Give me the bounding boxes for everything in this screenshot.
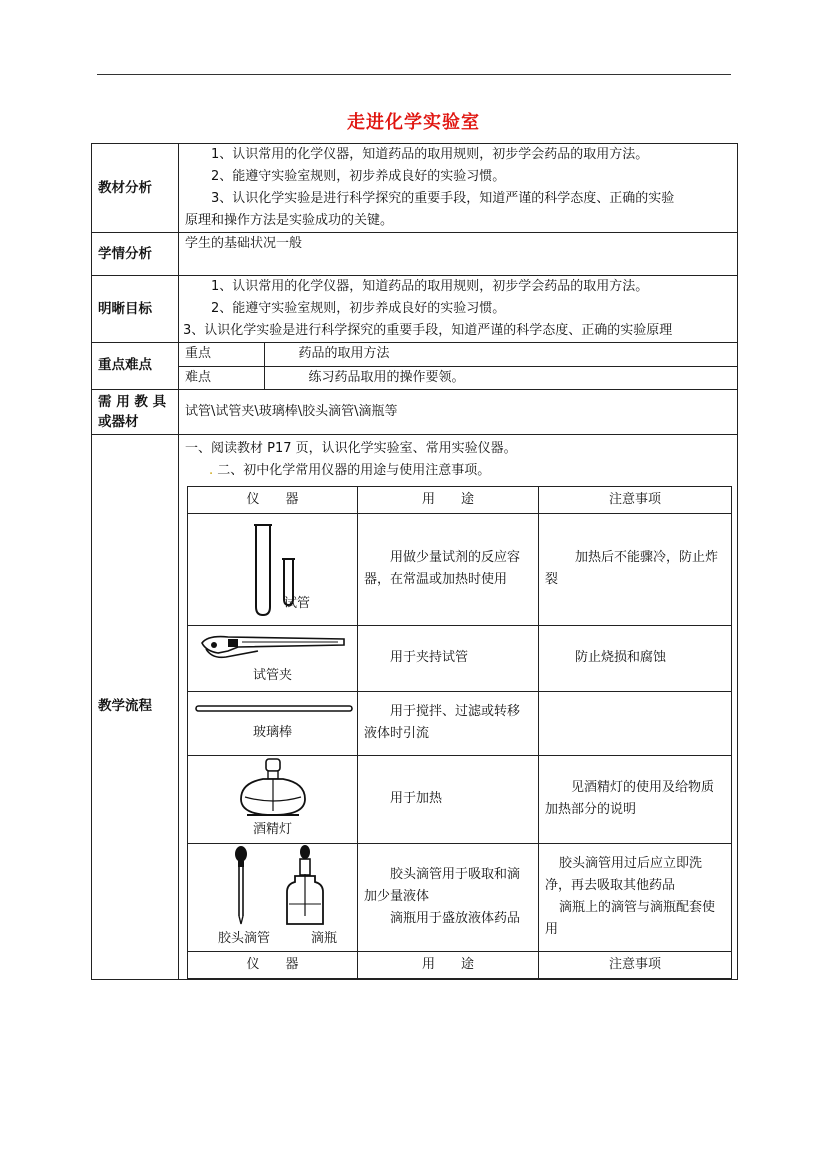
instrument-name: 酒精灯	[252, 822, 292, 837]
text-line: 3、认识化学实验是进行科学探究的重要手段，知道严谨的科学态度、正确的实验原理	[183, 323, 673, 338]
key-label: 重点	[179, 343, 264, 366]
difficulty-text: 练习药品取用的操作要领。	[264, 366, 737, 389]
instrument-note: 胶头滴管用过后应立即洗净，再去吸取其他药品	[545, 856, 703, 893]
text-line: 3、认识化学实验是进行科学探究的重要手段，知道严谨的科学态度、正确的实验	[211, 191, 675, 206]
instrument-use: 用做少量试剂的反应容器，在常温或加热时使用	[358, 513, 539, 625]
column-header: 注意事项	[539, 486, 732, 513]
text-line: 1、认识常用的化学仪器，知道药品的取用规则，初步学会药品的取用方法。	[211, 279, 649, 294]
row-label: 学情分析	[92, 233, 179, 276]
row-label: 教学流程	[92, 434, 179, 979]
page-title: 走进化学实验室	[347, 112, 480, 133]
process-intro-2: 二、初中化学常用仪器的用途与使用注意事项。	[217, 462, 491, 478]
column-footer: 注意事项	[539, 951, 732, 978]
glass-rod-icon	[194, 702, 354, 716]
column-footer: 用 途	[358, 951, 539, 978]
lesson-plan-table	[91, 143, 737, 974]
text-line: 原理和操作方法是实验成功的关键。	[185, 213, 394, 228]
row-student-analysis	[92, 233, 738, 276]
test-tube-clamp-icon	[198, 629, 348, 665]
column-footer: 仪 器	[188, 951, 358, 978]
text-line: 1、认识常用的化学仪器，知道药品的取用规则，初步学会药品的取用方法。	[211, 147, 649, 162]
row-materials	[92, 389, 738, 434]
instrument-use-2: 滴瓶用于盛放液体药品	[390, 911, 521, 926]
row-label: 明晰目标	[92, 276, 179, 343]
student-text: 学生的基础状况一般	[185, 236, 303, 251]
instrument-note: 见酒精灯的使用及给物质加热部分的说明	[539, 755, 732, 843]
instrument-use: 用于加热	[358, 755, 539, 843]
table-row	[188, 691, 732, 755]
key-text: 药品的取用方法	[264, 343, 737, 366]
row-label: 重点难点	[92, 343, 179, 390]
test-tube-icon	[218, 519, 328, 619]
process-intro-1: 一、阅读教材 P17 页，认识化学实验室、常用实验仪器。	[185, 440, 517, 456]
instrument-use: 用于夹持试管	[358, 625, 539, 691]
header-rule	[97, 74, 731, 75]
instrument-name: 玻璃棒	[252, 725, 292, 740]
instrument-note	[539, 691, 732, 755]
instrument-name: 胶头滴管	[218, 931, 271, 946]
table-row	[188, 843, 732, 951]
materials-text: 试管\试管夹\玻璃棒\胶头滴管\滴瓶等	[185, 403, 398, 419]
instrument-name: 试管	[284, 595, 311, 611]
row-label: 教材分析	[92, 144, 179, 233]
instrument-note: 防止烧损和腐蚀	[539, 625, 732, 691]
table-row	[188, 513, 732, 625]
instrument-use: 胶头滴管用于吸取和滴加少量液体	[364, 867, 521, 904]
instrument-name: 试管夹	[252, 668, 292, 683]
text-line: 2、能遵守实验室规则，初步养成良好的实验习惯。	[211, 301, 506, 316]
instrument-table	[187, 486, 732, 979]
table-row	[188, 625, 732, 691]
column-header: 用 途	[358, 486, 539, 513]
row-label-2: 或器材	[98, 413, 139, 430]
difficulty-label: 难点	[179, 366, 264, 389]
instrument-name-2: 滴瓶	[310, 931, 337, 946]
instrument-use: 用于搅拌、过滤或转移液体时引流	[358, 691, 539, 755]
row-teaching-process	[92, 434, 738, 979]
row-objectives	[92, 276, 738, 343]
dropper-and-dropping-bottle-icon	[203, 844, 343, 928]
row-label: 需 用 教 具	[98, 393, 167, 410]
column-header: 仪 器	[188, 486, 358, 513]
text-mark: .	[209, 462, 214, 478]
alcohol-lamp-icon	[233, 757, 313, 819]
row-key-points	[92, 343, 738, 390]
text-line: 2、能遵守实验室规则，初步养成良好的实验习惯。	[211, 169, 506, 184]
instrument-note: 加热后不能骤冷，防止炸裂	[539, 513, 732, 625]
instrument-note-2: 滴瓶上的滴管与滴瓶配套使用	[545, 900, 716, 937]
table-row	[188, 755, 732, 843]
row-textbook-analysis	[92, 144, 738, 233]
